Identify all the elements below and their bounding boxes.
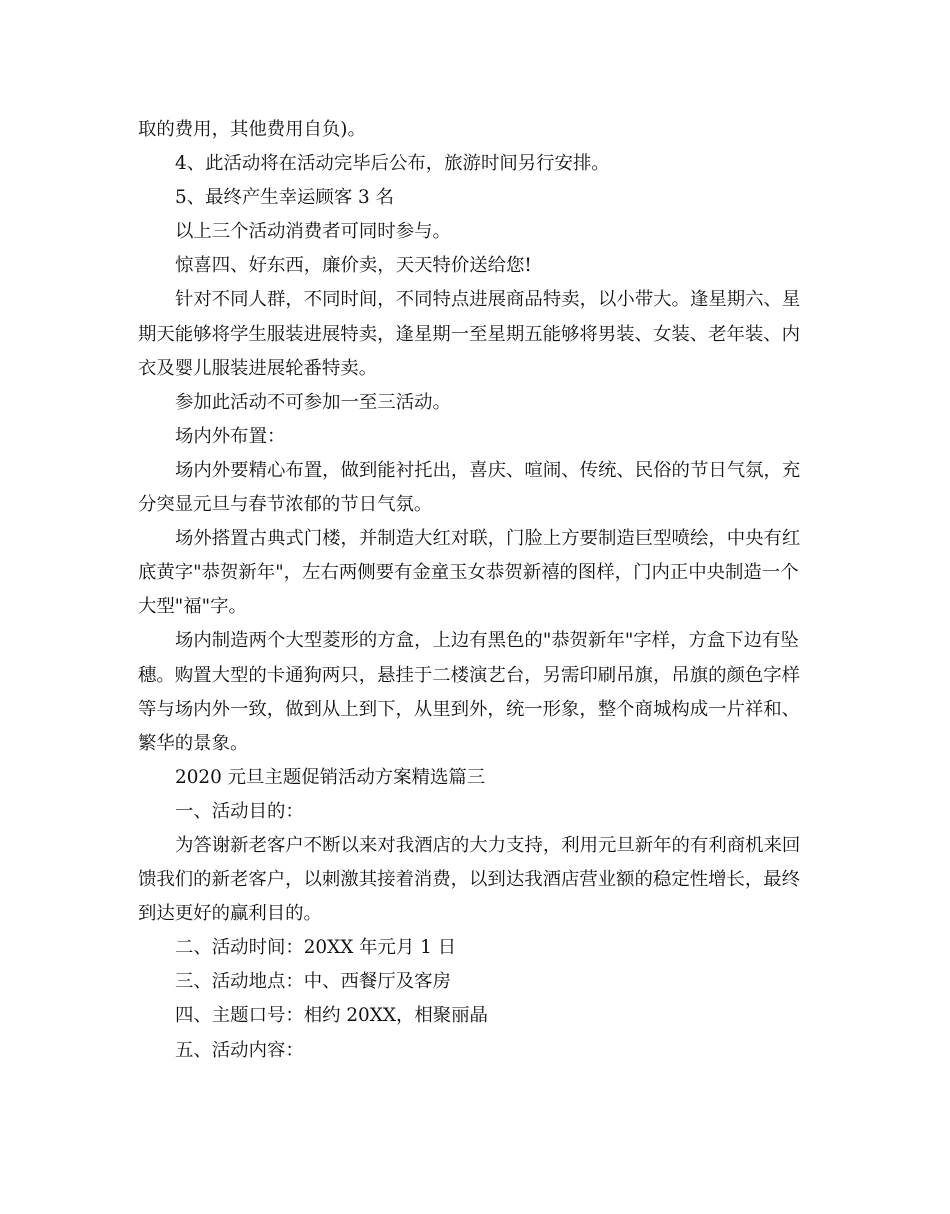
text-line: 针对不同人群，不同时间，不同特点进展商品特卖，以小带大。逢星期六、星 — [175, 289, 801, 311]
text-line: 场内制造两个大型菱形的方盒，上边有黑色的"恭贺新年"字样，方盒下边有坠 — [175, 630, 799, 652]
text-line: 底黄字"恭贺新年"，左右两侧要有金童玉女恭贺新禧的图样，门内正中央制造一个 — [138, 562, 799, 584]
text-line: 衣及婴儿服装进展轮番特卖。 — [138, 357, 378, 379]
text-line: 繁华的景象。 — [138, 732, 249, 754]
text-line: 到达更好的赢利目的。 — [138, 903, 322, 925]
text-line: 惊喜四、好东西，廉价卖，天天特价送给您! — [175, 255, 532, 277]
text-line: 取的费用，其他费用自负)。 — [138, 119, 366, 140]
text-line: 大型"福"字。 — [138, 596, 247, 618]
text-line: 四、主题口号：相约 20XX，相聚丽晶 — [175, 1005, 488, 1027]
text-line: 期天能够将学生服装进展特卖，逢星期一至星期五能够将男装、女装、老年装、内 — [138, 323, 801, 345]
text-line: 五、活动内容： — [175, 1039, 304, 1061]
text-line: 5、最终产生幸运顾客 3 名 — [175, 187, 394, 209]
text-line: 三、活动地点：中、西餐厅及客房 — [175, 971, 451, 993]
document-body — [138, 113, 814, 1068]
text-line: 等与场内外一致，做到从上到下，从里到外，统一形象，整个商城构成一片祥和、 — [138, 698, 801, 720]
text-line: 馈我们的新老客户，以刺激其接着消费，以到达我酒店营业额的稳定性增长，最终 — [138, 869, 801, 891]
section-heading: 2020 元旦主题促销活动方案精选篇三 — [175, 766, 486, 788]
text-line: 以上三个活动消费者可同时参与。 — [175, 221, 451, 243]
text-line: 一、活动目的： — [175, 800, 304, 822]
text-line: 穗。购置大型的卡通狗两只，悬挂于二楼演艺台，另需印刷吊旗，吊旗的颜色字样 — [138, 664, 801, 686]
text-line: 场内外布置： — [175, 425, 286, 447]
text-line: 场外搭置古典式门楼，并制造大红对联，门脸上方要制造巨型喷绘，中央有红 — [175, 528, 801, 550]
text-line: 场内外要精心布置，做到能衬托出，喜庆、喧闹、传统、民俗的节日气氛，充 — [175, 459, 801, 481]
text-line: 参加此活动不可参加一至三活动。 — [175, 391, 451, 413]
text-line: 分突显元旦与春节浓郁的节日气氛。 — [138, 494, 433, 516]
text-line: 二、活动时间：20XX 年元月 1 日 — [175, 937, 457, 959]
text-line: 为答谢新老客户不断以来对我酒店的大力支持，利用元旦新年的有利商机来回 — [175, 834, 801, 856]
text-line: 4、此活动将在活动完毕后公布，旅游时间另行安排。 — [175, 153, 610, 175]
